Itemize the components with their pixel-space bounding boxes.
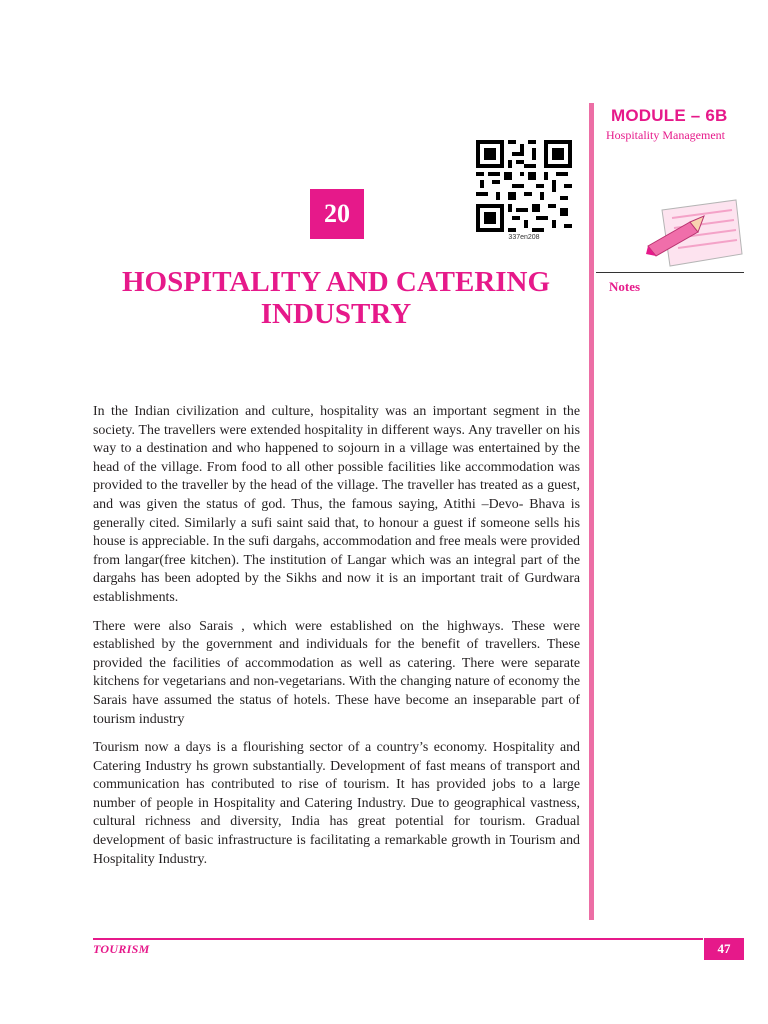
paragraph: Tourism now a days is a flourishing sector of a country’s economy. Hospitality and Catering Industry hs grown substantially. Development of fast means of transport and communication has contributed to rise of tourism. It has provided jobs to a large number of people in Hospitality and Catering Industry. Due to geographical vastness, cultural richness and diversity, India has great potential for tourism. Gradual development of basic infrastructure is facilitating a remarkable growth in Tourism and Hospitality Industry.: [93, 740, 580, 867]
module-label: MODULE – 6B: [611, 106, 728, 125]
chapter-title-line-1: HOSPITALITY AND CATERING: [121, 266, 551, 298]
notepad-pencil-icon: [632, 196, 744, 268]
chapter-number: 20: [310, 189, 364, 239]
margin-divider-bar: [589, 103, 594, 920]
qr-code[interactable]: [476, 140, 572, 232]
body-text: [93, 403, 580, 879]
footer-book-title: TOURISM: [93, 942, 150, 956]
footer-rule: [93, 938, 703, 940]
paragraph: There were also Sarais , which were established on the highways. These were established by the government and individuals for the benefit of travellers. These provided the facilities of accommodation as well as catering. There were separate kitchens for vegetarians and non-vegetarians. With the changing nature of economy the Sarais have assumed the status of hotels. These have become an inseparable part of tourism industry: [93, 618, 580, 727]
chapter-title: [93, 266, 579, 330]
notes-divider: [596, 272, 744, 273]
chapter-title-line-2: INDUSTRY: [260, 298, 412, 330]
notes-label: Notes: [609, 279, 641, 294]
page-number: 47: [704, 938, 744, 960]
paragraph: In the Indian civilization and culture, hospitality was an important segment in the society. The travellers were extended hospitality in different ways. Any traveller on his way to a destination and who happened to sojourn in a village was entertained by the head of the village. From food to all other possible facilities like accommodation was provided to the traveller by the head of the village. The traveller has treated as a guest, and was given the status of god. Thus, the famous saying, Atithi –Devo- Bhava is generally cited. Similarly a sufi saint said that, to honour a guest if someone sells his house is appreciable. In the sufi dargahs, accommodation and free meals were provided from langar(free kitchen). The institution of Langar which was an integral part of the dargahs has been adopted by the Sikhs and now it is an important trait of Gurdwara establishments.: [93, 404, 580, 605]
qr-caption: 337en208: [508, 234, 540, 241]
module-subject: Hospitality Management: [606, 128, 725, 142]
